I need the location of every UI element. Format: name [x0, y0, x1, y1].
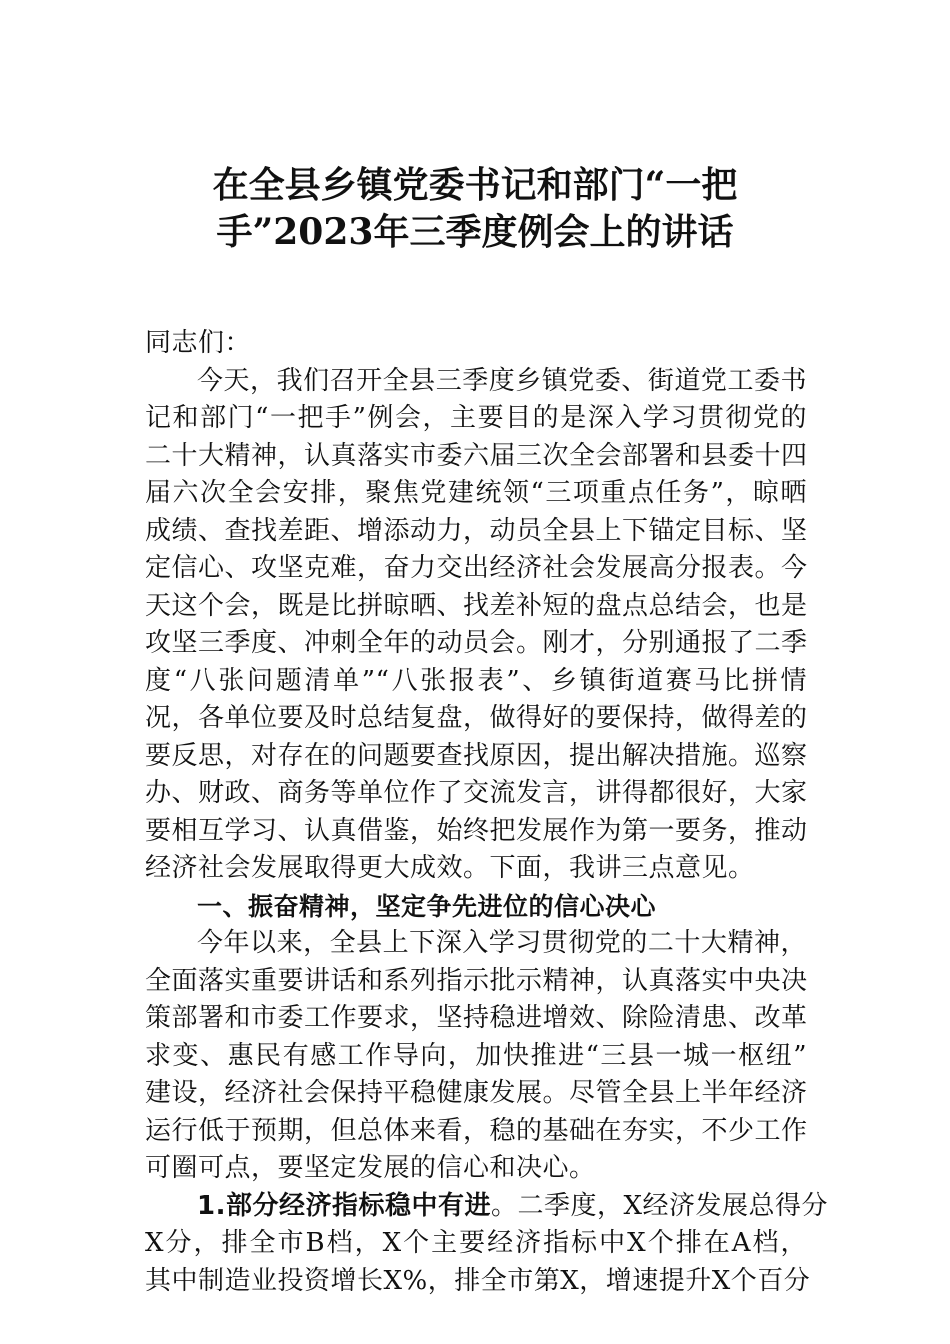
paragraph-1-line: 办、财政、商务等单位作了交流发言，讲得都很好，大家: [145, 778, 808, 808]
paragraph-1-line: 定信心、攻坚克难，奋力交出经济社会发展高分报表。今: [145, 553, 808, 583]
paragraph-2-line: 建设，经济社会保持平稳健康发展。尽管全县上半年经济: [145, 1078, 808, 1108]
paragraph-1-line: 届六次全会安排，聚焦党建统领“三项重点任务”，晾晒: [145, 478, 807, 508]
paragraph-2-line: 今年以来，全县上下深入学习贯彻党的二十大精神，: [197, 928, 807, 958]
paragraph-1-line: 攻坚三季度、冲刺全年的动员会。刚才，分别通报了二季: [145, 628, 808, 658]
section-heading-1: 一、振奋精神，坚定争先进位的信心决心: [197, 891, 657, 921]
salutation: 同志们：: [145, 328, 252, 358]
paragraph-3-line: X分，排全市B档，X个主要经济指标中X个排在A档，: [145, 1228, 807, 1258]
paragraph-1-line: 今天，我们召开全县三季度乡镇党委、街道党工委书: [197, 365, 807, 396]
paragraph-3-line-1-text: 。二季度，X经济发展总得分: [490, 1190, 828, 1221]
paragraph-1-line: 二十大精神，认真落实市委六届三次全会部署和县委十四: [145, 440, 808, 471]
paragraph-3-lead: 1.部分经济指标稳中有进: [197, 1190, 491, 1221]
paragraph-3-line: 其中制造业投资增长X%，排全市第X，增速提升X个百分: [145, 1265, 811, 1296]
document-title-line-2: 手”2023年三季度例会上的讲话: [216, 211, 734, 253]
paragraph-2-line: 可圈可点，要坚定发展的信心和决心。: [145, 1153, 596, 1183]
paragraph-2-line: 全面落实重要讲话和系列指示批示精神，认真落实中央决: [145, 965, 808, 996]
paragraph-1-line: 要相互学习、认真借鉴，始终把发展作为第一要务，推动: [145, 815, 808, 846]
paragraph-1-line: 要反思，对存在的问题要查找原因，提出解决措施。巡察: [145, 740, 808, 771]
document-title-line-1: 在全县乡镇党委书记和部门“一把: [212, 164, 738, 206]
paragraph-3-line: [145, 1188, 828, 1226]
paragraph-1-line: 记和部门“一把手”例会，主要目的是深入学习贯彻党的: [145, 403, 807, 433]
paragraph-1-line: 天这个会，既是比拼晾晒、找差补短的盘点总结会，也是: [145, 590, 808, 621]
paragraph-1-line: 度“八张问题清单”“八张报表”、乡镇街道赛马比拼情: [145, 665, 807, 696]
paragraph-1-line: 经济社会发展取得更大成效。下面，我讲三点意见。: [145, 853, 755, 883]
paragraph-2-line: 策部署和市委工作要求，坚持稳进增效、除险清患、改革: [145, 1003, 808, 1033]
document-body: [145, 325, 828, 1300]
paragraph-1-line: 况，各单位要及时总结复盘，做得好的要保持，做得差的: [145, 703, 808, 733]
paragraph-1-line: 成绩、查找差距、增添动力，动员全县上下锚定目标、坚: [145, 515, 808, 546]
paragraph-2-line: 求变、惠民有感工作导向，加快推进“三县一城一枢纽”: [145, 1040, 807, 1071]
paragraph-2-line: 运行低于预期，但总体来看，稳的基础在夯实，不少工作: [145, 1115, 808, 1146]
